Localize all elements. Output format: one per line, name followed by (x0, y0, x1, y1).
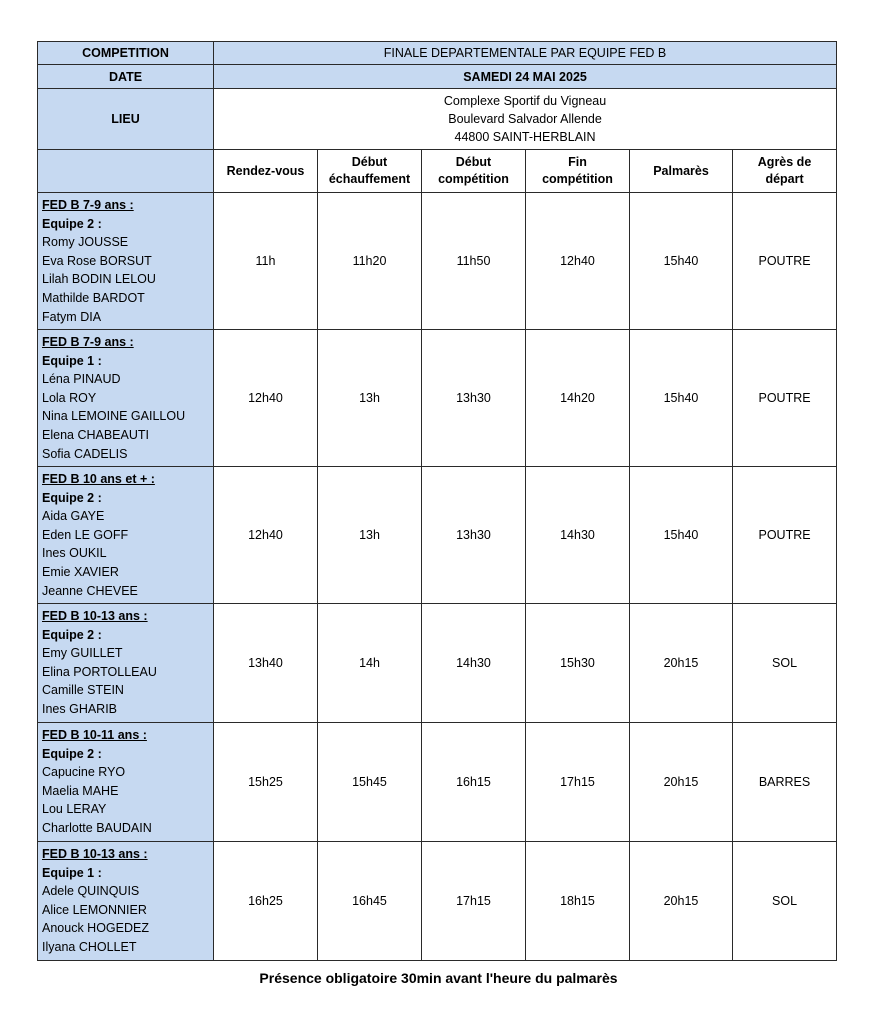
lieu-label: LIEU (38, 89, 214, 150)
date-row (38, 65, 837, 89)
time-cell: 12h40 (526, 193, 630, 330)
team-member: Alice LEMONNIER (42, 902, 147, 917)
column-header-line: Palmarès (653, 163, 709, 178)
column-header-line: départ (765, 172, 804, 186)
column-header-line: compétition (542, 172, 613, 186)
column-header (422, 150, 526, 193)
column-header (630, 150, 733, 193)
lieu-line: 44800 SAINT-HERBLAIN (454, 130, 596, 144)
lieu-line: Complexe Sportif du Vigneau (443, 94, 607, 108)
header-empty-cell (38, 150, 214, 193)
time-cell: 20h15 (630, 604, 733, 723)
time-cell: 13h (318, 330, 422, 467)
team-category: FED B 10 ans et + : (42, 472, 155, 486)
column-header-line: Rendez-vous (226, 163, 305, 178)
apparatus-cell: POUTRE (733, 330, 837, 467)
team-category: FED B 7-9 ans : (42, 335, 134, 349)
team-member: Romy JOUSSE (42, 235, 129, 250)
time-cell: 16h15 (422, 723, 526, 842)
schedule-table (37, 41, 837, 961)
competition-label: COMPETITION (38, 42, 214, 65)
team-category: FED B 10-11 ans : (42, 728, 147, 742)
column-header (526, 150, 630, 193)
time-cell: 14h (318, 604, 422, 723)
time-cell: 15h25 (214, 723, 318, 842)
time-cell: 15h30 (526, 604, 630, 723)
column-header (214, 150, 318, 193)
date-label: DATE (38, 65, 214, 89)
team-member: Camille STEIN (42, 683, 124, 698)
time-cell: 16h25 (214, 842, 318, 961)
team-member: Charlotte BAUDAIN (42, 820, 152, 835)
team-row (38, 193, 837, 330)
time-cell: 11h20 (318, 193, 422, 330)
team-row (38, 842, 837, 961)
time-cell: 13h30 (422, 330, 526, 467)
team-row (38, 467, 837, 604)
team-row (38, 723, 837, 842)
time-cell: 20h15 (630, 842, 733, 961)
team-category: FED B 10-13 ans : (42, 609, 148, 623)
time-cell: 15h40 (630, 467, 733, 604)
team-member: Emie XAVIER (42, 564, 119, 579)
date-value: SAMEDI 24 MAI 2025 (214, 65, 837, 89)
column-header-row (38, 150, 837, 193)
apparatus-cell: POUTRE (733, 193, 837, 330)
time-cell: 14h30 (422, 604, 526, 723)
time-cell: 13h40 (214, 604, 318, 723)
time-cell: 13h (318, 467, 422, 604)
team-member: Lou LERAY (42, 802, 107, 817)
team-member: Aida GAYE (42, 509, 105, 524)
team-member: Adele QUINQUIS (42, 884, 140, 899)
team-member: Emy GUILLET (42, 646, 123, 661)
time-cell: 14h30 (526, 467, 630, 604)
column-header-line: Début (351, 155, 388, 169)
time-cell: 13h30 (422, 467, 526, 604)
team-name: Equipe 1 : (42, 353, 102, 368)
column-header-line: Début (455, 155, 492, 169)
team-member: Anouck HOGEDEZ (42, 921, 149, 936)
apparatus-cell: SOL (733, 842, 837, 961)
team-member: Léna PINAUD (42, 372, 121, 387)
team-member: Eva Rose BORSUT (42, 253, 152, 268)
time-cell: 16h45 (318, 842, 422, 961)
team-name: Equipe 2 : (42, 627, 102, 642)
column-header-line: compétition (438, 172, 509, 186)
column-header-line: Fin (568, 155, 587, 169)
column-header (733, 150, 837, 193)
column-header (318, 150, 422, 193)
team-name: Equipe 1 : (42, 865, 102, 880)
time-cell: 15h40 (630, 330, 733, 467)
team-cell (38, 604, 214, 723)
team-row (38, 330, 837, 467)
team-member: Ilyana CHOLLET (42, 939, 137, 954)
apparatus-cell: SOL (733, 604, 837, 723)
team-category: FED B 7-9 ans : (42, 198, 134, 212)
lieu-value (214, 89, 837, 150)
time-cell: 17h15 (526, 723, 630, 842)
team-member: Sofia CADELIS (42, 446, 128, 461)
team-cell (38, 467, 214, 604)
team-member: Jeanne CHEVEE (42, 583, 138, 598)
team-row (38, 604, 837, 723)
footer-note: Présence obligatoire 30min avant l'heure du palmarès (259, 970, 618, 986)
time-cell: 12h40 (214, 330, 318, 467)
lieu-row (38, 89, 837, 150)
team-name: Equipe 2 : (42, 490, 102, 505)
time-cell: 11h (214, 193, 318, 330)
team-member: Fatym DIA (42, 309, 102, 324)
team-member: Lilah BODIN LELOU (42, 272, 156, 287)
time-cell: 15h40 (630, 193, 733, 330)
team-member: Ines OUKIL (42, 546, 107, 561)
team-member: Maelia MAHE (42, 783, 119, 798)
time-cell: 15h45 (318, 723, 422, 842)
team-member: Elena CHABEAUTI (42, 427, 149, 442)
column-header-line: Agrès de (757, 155, 812, 169)
team-member: Eden LE GOFF (42, 527, 129, 542)
time-cell: 14h20 (526, 330, 630, 467)
time-cell: 18h15 (526, 842, 630, 961)
team-cell (38, 723, 214, 842)
team-member: Nina LEMOINE GAILLOU (42, 409, 186, 424)
team-cell (38, 193, 214, 330)
team-member: Mathilde BARDOT (42, 290, 145, 305)
competition-value: FINALE DEPARTEMENTALE PAR EQUIPE FED B (214, 42, 837, 65)
team-member: Lola ROY (42, 390, 97, 405)
lieu-line: Boulevard Salvador Allende (448, 112, 602, 126)
competition-row (38, 42, 837, 65)
apparatus-cell: BARRES (733, 723, 837, 842)
team-name: Equipe 2 : (42, 216, 102, 231)
team-cell (38, 842, 214, 961)
apparatus-cell: POUTRE (733, 467, 837, 604)
time-cell: 11h50 (422, 193, 526, 330)
team-member: Elina PORTOLLEAU (42, 664, 157, 679)
time-cell: 17h15 (422, 842, 526, 961)
team-name: Equipe 2 : (42, 746, 102, 761)
time-cell: 20h15 (630, 723, 733, 842)
team-member: Capucine RYO (42, 765, 126, 780)
time-cell: 12h40 (214, 467, 318, 604)
team-member: Ines GHARIB (42, 701, 118, 716)
team-cell (38, 330, 214, 467)
team-category: FED B 10-13 ans : (42, 847, 148, 861)
column-header-line: échauffement (328, 172, 411, 186)
